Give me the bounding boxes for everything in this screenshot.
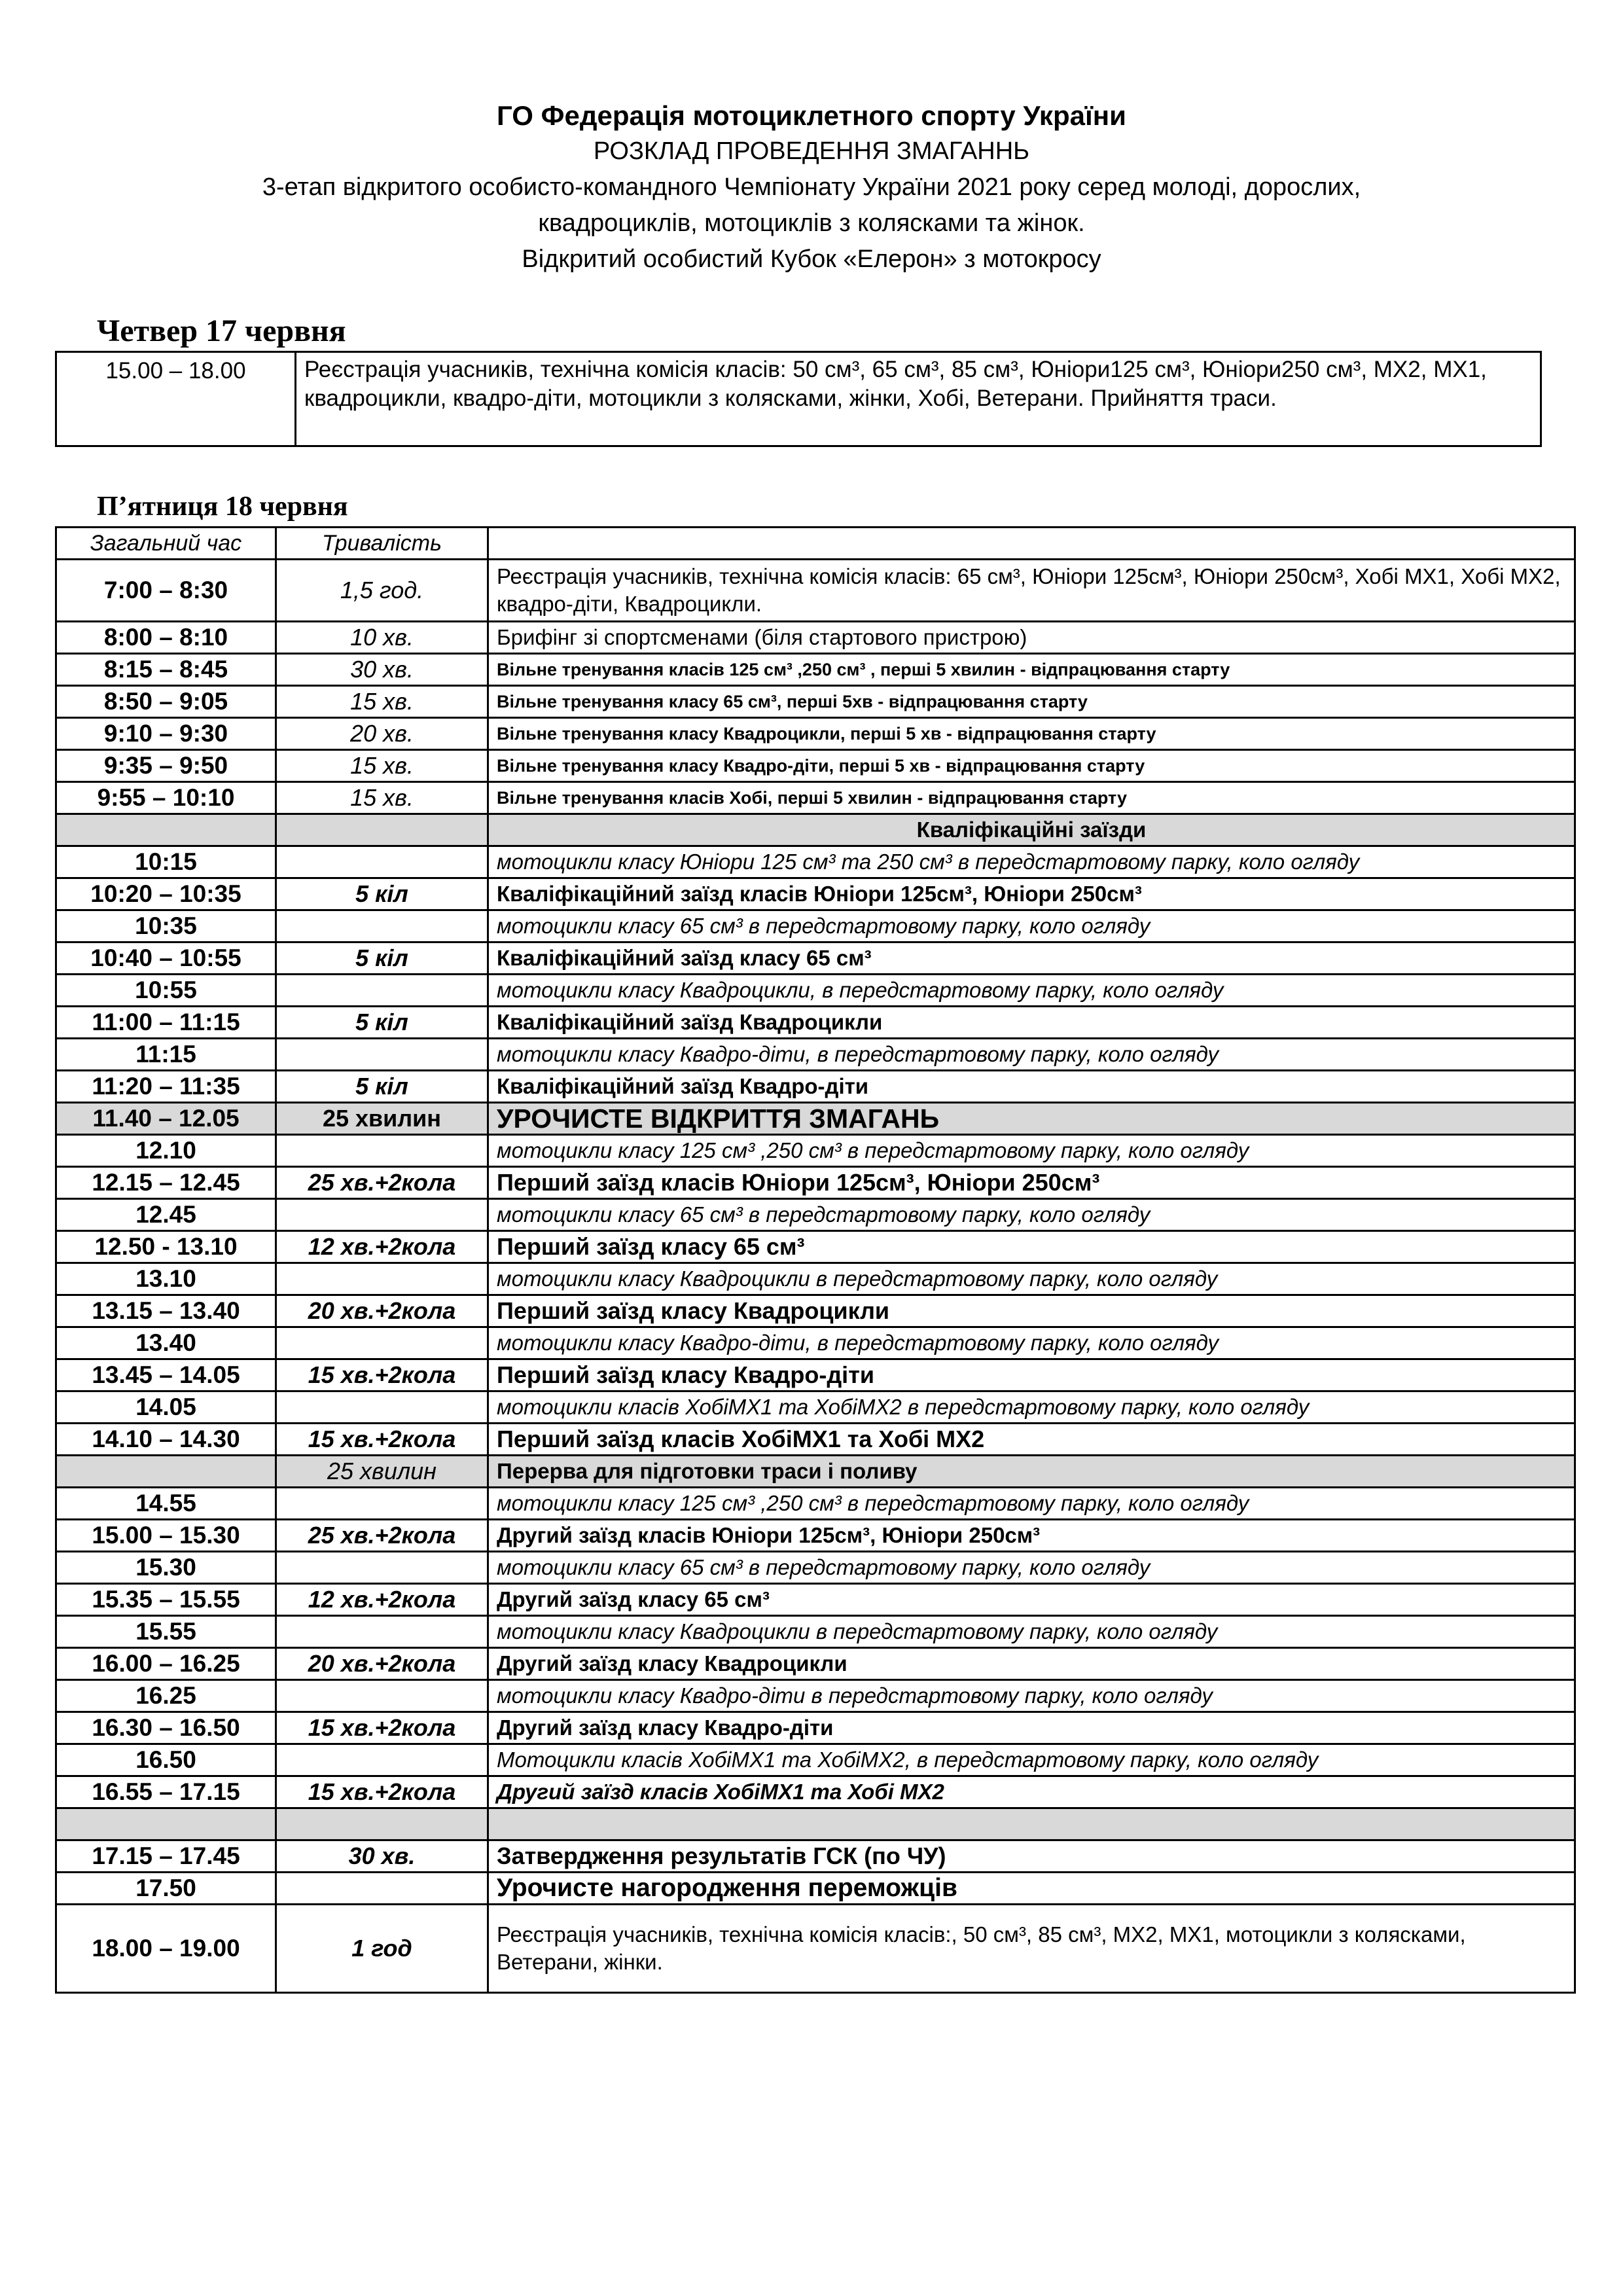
- duration-cell: [276, 1391, 488, 1424]
- event-cell: мотоцикли класу 65 см³ в передстартовому парку, коло огляду: [488, 1199, 1575, 1231]
- duration-cell: [276, 846, 488, 878]
- event-cell: мотоцикли класів ХобіМХ1 та ХобіМХ2 в передстартовому парку, коло огляду: [488, 1391, 1575, 1424]
- time-cell: 10:35: [56, 910, 276, 942]
- table-row: [56, 1776, 1575, 1808]
- event-cell: Перший заїзд класів ХобіМХ1 та Хобі МХ2: [488, 1424, 1575, 1456]
- duration-cell: [276, 910, 488, 942]
- event-cell: мотоцикли класу Квадроцикли в передстартовому парку, коло огляду: [488, 1616, 1575, 1648]
- time-cell: 16.30 – 16.50: [56, 1712, 276, 1744]
- event-cell: Реєстрація учасників, технічна комісія класів: 50 см³, 65 см³, 85 см³, Юніори125 см³, Юніори250 см³, МХ2, МХ1, квадроцикли, квадро-діти, мотоцикли з колясками, жінки, Хобі, Ветерани. Прийняття траси.: [296, 352, 1541, 446]
- table-row: [56, 1263, 1575, 1295]
- section-row-qualifying: [56, 814, 1575, 846]
- event-cell: Кваліфікаційний заїзд класу 65 см³: [488, 942, 1575, 975]
- event-cell: Вільне тренування класів Хобі, перші 5 хвилин - відпрацювання старту: [488, 782, 1575, 814]
- duration-cell: 15 хв.+2кола: [276, 1712, 488, 1744]
- table-row: [56, 654, 1575, 686]
- event-cell: Перший заїзд класу 65 см³: [488, 1231, 1575, 1263]
- table-row: [56, 1039, 1575, 1071]
- table-row: [56, 1712, 1575, 1744]
- event-cell: Другий заїзд класів Юніори 125см³, Юніори 250см³: [488, 1520, 1575, 1552]
- table-row-break: [56, 1456, 1575, 1488]
- duration-cell: 5 кіл: [276, 1007, 488, 1039]
- event-cell: [488, 1808, 1575, 1840]
- event-cell: Реєстрація учасників, технічна комісія класів:, 50 см³, 85 см³, МХ2, МХ1, мотоцикли з колясками, Ветерани, жінки.: [488, 1905, 1575, 1993]
- event-cell: Реєстрація учасників, технічна комісія класів: 65 см³, Юніори 125см³, Юніори 250см³, Хобі МХ1, Хобі МХ2, квадро-діти, Квадроцикли.: [488, 560, 1575, 622]
- federation-title: ГО Федерація мотоциклетного спорту України: [497, 100, 1126, 131]
- duration-cell: 30 хв.: [276, 654, 488, 686]
- table-row: [56, 1167, 1575, 1199]
- table-row: [56, 1744, 1575, 1776]
- event-cell: Другий заїзд класів ХобіМХ1 та Хобі МХ2: [488, 1776, 1575, 1808]
- duration-cell: 25 хв.+2кола: [276, 1167, 488, 1199]
- table-row: [56, 975, 1575, 1007]
- time-cell: 14.05: [56, 1391, 276, 1424]
- table-row: [56, 1905, 1575, 1993]
- duration-cell: [276, 1744, 488, 1776]
- table-row: [56, 1231, 1575, 1263]
- time-cell: 12.45: [56, 1199, 276, 1231]
- event-title-line2: квадроциклів, мотоциклів з колясками та жінок.: [538, 209, 1085, 237]
- time-cell: 12.50 - 13.10: [56, 1231, 276, 1263]
- time-cell: 11:20 – 11:35: [56, 1071, 276, 1103]
- time-cell: 14.55: [56, 1488, 276, 1520]
- table-row: [56, 1135, 1575, 1167]
- duration-cell: [276, 1327, 488, 1359]
- table-row: [56, 1295, 1575, 1327]
- duration-cell: [276, 1680, 488, 1712]
- column-header-time: Загальний час: [56, 528, 276, 560]
- column-header-duration: Тривалість: [276, 528, 488, 560]
- duration-cell: [276, 1199, 488, 1231]
- event-cell: Вільне тренування класу Квадро-діти, перші 5 хв - відпрацювання старту: [488, 750, 1575, 782]
- time-cell: 11.40 – 12.05: [56, 1103, 276, 1135]
- time-cell: 12.10: [56, 1135, 276, 1167]
- duration-cell: 12 хв.+2кола: [276, 1231, 488, 1263]
- table-row: [56, 718, 1575, 750]
- table-row: [56, 1071, 1575, 1103]
- time-cell: 15.35 – 15.55: [56, 1584, 276, 1616]
- duration-cell: 5 кіл: [276, 1071, 488, 1103]
- event-cell: мотоцикли класу 65 см³ в передстартовому парку, коло огляду: [488, 910, 1575, 942]
- duration-cell: 25 хвилин: [276, 1456, 488, 1488]
- table-row: [56, 1424, 1575, 1456]
- day2-heading: П’ятниця 18 червня: [97, 492, 348, 522]
- duration-cell: 5 кіл: [276, 878, 488, 910]
- time-cell: 9:10 – 9:30: [56, 718, 276, 750]
- duration-cell: 25 хв.+2кола: [276, 1520, 488, 1552]
- time-cell: 18.00 – 19.00: [56, 1905, 276, 1993]
- event-cell: Брифінг зі спортсменами (біля стартового пристрою): [488, 622, 1575, 654]
- time-cell: 10:55: [56, 975, 276, 1007]
- duration-cell: 20 хв.+2кола: [276, 1648, 488, 1680]
- time-cell: 15.00 – 15.30: [56, 1520, 276, 1552]
- time-cell: 13.10: [56, 1263, 276, 1295]
- table-row: [56, 750, 1575, 782]
- time-cell: 16.25: [56, 1680, 276, 1712]
- time-cell: 8:50 – 9:05: [56, 686, 276, 718]
- table-row: [56, 1648, 1575, 1680]
- table-row: [56, 1327, 1575, 1359]
- event-cell: мотоцикли класу Квадроцикли, в передстартовому парку, коло огляду: [488, 975, 1575, 1007]
- event-cell: мотоцикли класу Юніори 125 см³ та 250 см³ в передстартовому парку, коло огляду: [488, 846, 1575, 878]
- table-row: [56, 1359, 1575, 1391]
- event-cell: Вільне тренування класу 65 см³, перші 5хв - відпрацювання старту: [488, 686, 1575, 718]
- event-cell: Затвердження результатів ГСК (по ЧУ): [488, 1840, 1575, 1873]
- table-row-opening-ceremony: [56, 1103, 1575, 1135]
- section-title: Кваліфікаційні заїзди: [488, 814, 1575, 846]
- event-cell: Вільне тренування класу Квадроцикли, перші 5 хв - відпрацювання старту: [488, 718, 1575, 750]
- table-row: [56, 878, 1575, 910]
- table-header-row: [56, 528, 1575, 560]
- table-row: [56, 1873, 1575, 1905]
- duration-cell: [276, 1808, 488, 1840]
- event-cell: Другий заїзд класу Квадро-діти: [488, 1712, 1575, 1744]
- event-cell: Другий заїзд класу Квадроцикли: [488, 1648, 1575, 1680]
- duration-cell: 15 хв.+2кола: [276, 1424, 488, 1456]
- time-cell: 17.15 – 17.45: [56, 1840, 276, 1873]
- duration-cell: 12 хв.+2кола: [276, 1584, 488, 1616]
- table-row: [56, 1616, 1575, 1648]
- time-cell: 15.55: [56, 1616, 276, 1648]
- event-cell: Другий заїзд класу 65 см³: [488, 1584, 1575, 1616]
- event-title-line1: 3-етап відкритого особисто-командного Чемпіонату України 2021 року серед молоді, дорослих,: [262, 173, 1361, 201]
- duration-cell: 20 хв.: [276, 718, 488, 750]
- table-row: [56, 1680, 1575, 1712]
- day1-table: [55, 351, 1542, 447]
- event-cell: мотоцикли класу 65 см³ в передстартовому парку, коло огляду: [488, 1552, 1575, 1584]
- table-row: [56, 942, 1575, 975]
- table-row: [56, 910, 1575, 942]
- duration-cell: [276, 1135, 488, 1167]
- duration-cell: 5 кіл: [276, 942, 488, 975]
- event-cell: Кваліфікаційний заїзд Квадроцикли: [488, 1007, 1575, 1039]
- table-row: [56, 782, 1575, 814]
- duration-cell: [276, 814, 488, 846]
- time-cell: 11:15: [56, 1039, 276, 1071]
- time-cell: [56, 1808, 276, 1840]
- event-cell: мотоцикли класу Квадро-діти в передстартовому парку, коло огляду: [488, 1680, 1575, 1712]
- duration-cell: 15 хв.+2кола: [276, 1359, 488, 1391]
- table-row: [56, 1552, 1575, 1584]
- time-cell: 7:00 – 8:30: [56, 560, 276, 622]
- time-cell: 10:20 – 10:35: [56, 878, 276, 910]
- time-cell: 9:55 – 10:10: [56, 782, 276, 814]
- time-cell: 17.50: [56, 1873, 276, 1905]
- table-row-empty: [56, 1808, 1575, 1840]
- event-cell: мотоцикли класу Квадро-діти, в передстартовому парку, коло огляду: [488, 1039, 1575, 1071]
- event-cell: Кваліфікаційний заїзд Квадро-діти: [488, 1071, 1575, 1103]
- time-cell: [56, 1456, 276, 1488]
- table-row: [56, 352, 1541, 446]
- time-cell: 16.00 – 16.25: [56, 1648, 276, 1680]
- duration-cell: 15 хв.+2кола: [276, 1776, 488, 1808]
- duration-cell: [276, 1873, 488, 1905]
- duration-cell: 15 хв.: [276, 782, 488, 814]
- document-header: [0, 98, 1623, 278]
- day2-schedule-table: [55, 526, 1576, 1994]
- duration-cell: 15 хв.: [276, 750, 488, 782]
- table-row: [56, 1488, 1575, 1520]
- event-cell: Кваліфікаційний заїзд класів Юніори 125см³, Юніори 250см³: [488, 878, 1575, 910]
- cup-title: Відкритий особистий Кубок «Елерон» з мотокросу: [522, 245, 1101, 273]
- table-row: [56, 1391, 1575, 1424]
- table-row: [56, 1840, 1575, 1873]
- time-cell: 13.15 – 13.40: [56, 1295, 276, 1327]
- time-cell: 12.15 – 12.45: [56, 1167, 276, 1199]
- event-cell: Перерва для підготовки траси і поливу: [488, 1456, 1575, 1488]
- time-cell: 15.30: [56, 1552, 276, 1584]
- table-row: [56, 622, 1575, 654]
- time-cell: 16.55 – 17.15: [56, 1776, 276, 1808]
- column-header-event: [488, 528, 1575, 560]
- duration-cell: 20 хв.+2кола: [276, 1295, 488, 1327]
- event-cell: Вільне тренування класів 125 см³ ,250 см³ , перші 5 хвилин - відпрацювання старту: [488, 654, 1575, 686]
- event-cell: Урочисте нагородження переможців: [488, 1873, 1575, 1905]
- duration-cell: [276, 1039, 488, 1071]
- time-cell: 13.40: [56, 1327, 276, 1359]
- event-cell: УРОЧИСТЕ ВІДКРИТТЯ ЗМАГАНЬ: [488, 1103, 1575, 1135]
- duration-cell: 15 хв.: [276, 686, 488, 718]
- event-cell: мотоцикли класу Квадроцикли в передстартовому парку, коло огляду: [488, 1263, 1575, 1295]
- duration-cell: [276, 975, 488, 1007]
- time-cell: 8:00 – 8:10: [56, 622, 276, 654]
- event-cell: Перший заїзд класу Квадроцикли: [488, 1295, 1575, 1327]
- duration-cell: [276, 1263, 488, 1295]
- duration-cell: 25 хвилин: [276, 1103, 488, 1135]
- time-cell: 14.10 – 14.30: [56, 1424, 276, 1456]
- time-cell: [56, 814, 276, 846]
- event-cell: мотоцикли класу 125 см³ ,250 см³ в передстартовому парку, коло огляду: [488, 1135, 1575, 1167]
- schedule-title: РОЗКЛАД ПРОВЕДЕННЯ ЗМАГАННЬ: [593, 137, 1030, 165]
- event-cell: мотоцикли класу Квадро-діти, в передстартовому парку, коло огляду: [488, 1327, 1575, 1359]
- event-cell: мотоцикли класу 125 см³ ,250 см³ в передстартовому парку, коло огляду: [488, 1488, 1575, 1520]
- table-row: [56, 846, 1575, 878]
- day1-heading: Четвер 17 червня: [97, 314, 346, 348]
- duration-cell: [276, 1488, 488, 1520]
- time-cell: 11:00 – 11:15: [56, 1007, 276, 1039]
- duration-cell: [276, 1552, 488, 1584]
- table-row: [56, 1199, 1575, 1231]
- event-cell: Мотоцикли класів ХобіМХ1 та ХобіМХ2, в передстартовому парку, коло огляду: [488, 1744, 1575, 1776]
- event-cell: Перший заїзд класів Юніори 125см³, Юніори 250см³: [488, 1167, 1575, 1199]
- table-row: [56, 1584, 1575, 1616]
- time-cell: 8:15 – 8:45: [56, 654, 276, 686]
- time-cell: 9:35 – 9:50: [56, 750, 276, 782]
- table-row: [56, 1520, 1575, 1552]
- duration-cell: 1,5 год.: [276, 560, 488, 622]
- table-row: [56, 686, 1575, 718]
- time-cell: 10:15: [56, 846, 276, 878]
- duration-cell: [276, 1616, 488, 1648]
- table-row: [56, 1007, 1575, 1039]
- duration-cell: 1 год: [276, 1905, 488, 1993]
- event-cell: Перший заїзд класу Квадро-діти: [488, 1359, 1575, 1391]
- duration-cell: 10 хв.: [276, 622, 488, 654]
- table-row: [56, 560, 1575, 622]
- time-cell: 13.45 – 14.05: [56, 1359, 276, 1391]
- time-cell: 15.00 – 18.00: [56, 352, 296, 446]
- time-cell: 10:40 – 10:55: [56, 942, 276, 975]
- duration-cell: 30 хв.: [276, 1840, 488, 1873]
- time-cell: 16.50: [56, 1744, 276, 1776]
